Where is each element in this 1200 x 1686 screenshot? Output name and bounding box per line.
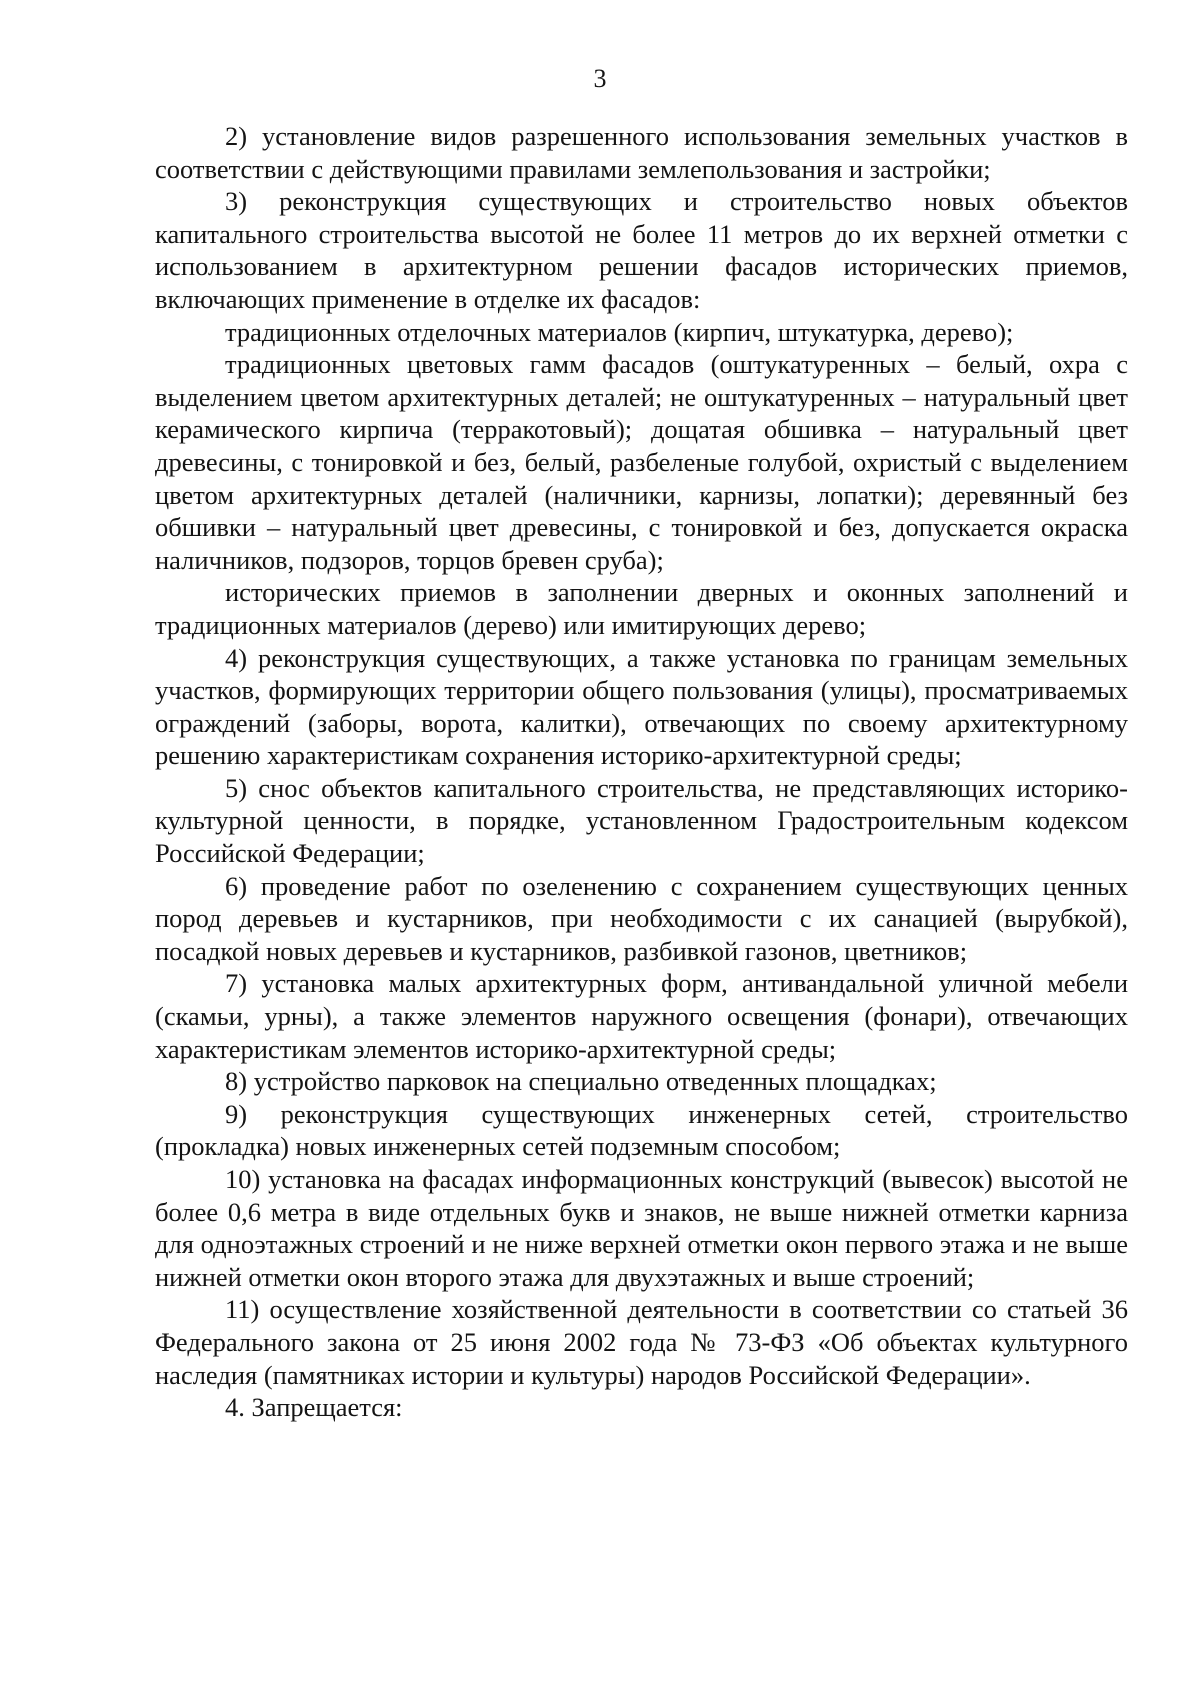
paragraph-item-6: 6) проведение работ по озеленению с сохранением существующих ценных пород деревьев и кустарников, при необходимости с их санацией (вырубкой), посадкой новых деревьев и кустарников, разбивкой газонов, цветников; [155, 870, 1128, 966]
paragraph-finishing-materials: традиционных отделочных материалов (кирпич, штукатурка, дерево); [225, 316, 1014, 347]
paragraph-item-5: 5) снос объектов капитального строительства, не представляющих историко-культурной ценности, в порядке, установленном Градостроительным кодексом Российской Федерации; [155, 772, 1128, 869]
paragraph-item-9: 9) реконструкция существующих инженерных сетей, строительство (прокладка) новых инженерных сетей подземным способом; [155, 1098, 1128, 1162]
paragraph-item-3: 3) реконструкция существующих и строительство новых объектов капитального строительства высотой не более 11 метров до их верхней отметки с использованием в архитектурном решении фасадов исторических приемов, включающих применение в отделке их фасадов: [155, 186, 1128, 314]
paragraph-item-7: 7) установка малых архитектурных форм, антивандальной уличной мебели (скамьи, урны), а также элементов наружного освещения (фонари), отвечающих характеристикам элементов историко-архитектурной среды; [155, 968, 1128, 1064]
paragraph-item-2: 2) установление видов разрешенного использования земельных участков в соответствии с действующими правилами землепользования и застройки; [155, 121, 1128, 184]
page-number: 3 [593, 64, 607, 93]
section-4-heading: 4. Запрещается: [225, 1392, 403, 1423]
paragraph-item-10: 10) установка на фасадах информационных конструкций (вывесок) высотой не более 0,6 метра в виде отдельных букв и знаков, не выше нижней отметки карниза для одноэтажных строений и не ниже верхней отметки окон первого этажа и не выше нижней отметки окон второго этажа для двухэтажных и выше строений; [155, 1164, 1128, 1292]
paragraph-door-window-techniques: исторических приемов в заполнении дверных и оконных заполнений и традиционных материалов (дерево) или имитирующих дерево; [155, 577, 1128, 640]
paragraph-item-11: 11) осуществление хозяйственной деятельности в соответствии со статьей 36 Федерального закона от 25 июня 2002 года № 73-ФЗ «Об объектах культурного наследия (памятниках истории и культуры) народов Российской Федерации». [155, 1294, 1128, 1390]
paragraph-item-4: 4) реконструкция существующих, а также установка по границам земельных участков, формирующих территории общего пользования (улицы), просматриваемых ограждений (заборы, ворота, калитки), отвечающих по своему архитектурному решению характеристикам сохранения историко-архитектурной среды; [155, 642, 1128, 771]
paragraph-item-8: 8) устройство парковок на специально отведенных площадках; [225, 1066, 937, 1097]
document-body [155, 120, 1128, 1424]
paragraph-color-schemes: традиционных цветовых гамм фасадов (оштукатуренных – белый, охра с выделением цветом архитектурных деталей; не оштукатуренных – натуральный цвет керамического кирпича (терракотовый); дощатая обшивка – натуральный цвет древесины, с тонировкой и без, белый, разбеленые голубой, охристый с выделением цветом архитектурных деталей (наличники, карнизы, лопатки); деревянный без обшивки – натуральный цвет древесины, с тонировкой и без, допускается окраска наличников, подзоров, торцов бревен сруба); [155, 349, 1128, 575]
